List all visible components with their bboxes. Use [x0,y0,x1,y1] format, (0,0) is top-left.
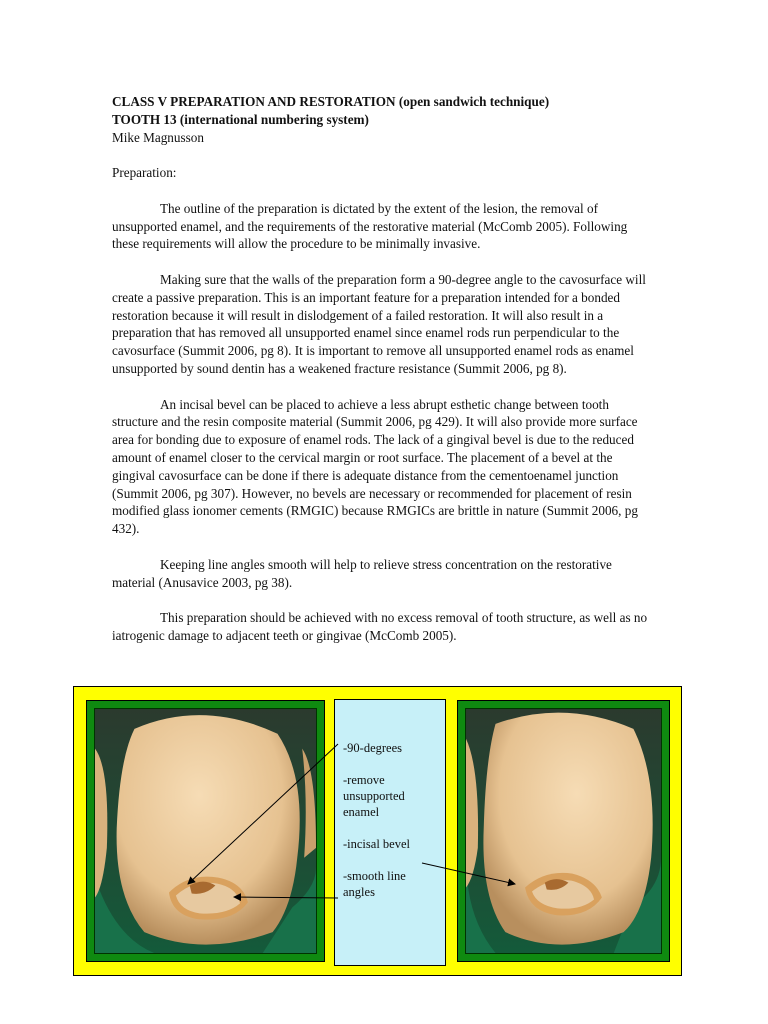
paragraph-5: This preparation should be achieved with no excess removal of tooth structure, as well as no iatrogenic damage to adjacent teeth or gingivae (McComb 2005). [112,610,648,643]
paragraph-1: The outline of the preparation is dictated by the extent of the lesion, the removal of unsupported enamel, and the requirements of the restorative material (McComb 2005). Following these requirements will allow the procedure to be minimally invasive. [112,200,628,252]
label-90-degrees: -90-degrees [343,741,402,755]
document-title-line-1: CLASS V PREPARATION AND RESTORATION (open sandwich technique) [112,94,550,109]
label-incisal-bevel: -incisal bevel [343,837,410,851]
paragraph-4: Keeping line angles smooth will help to relieve stress concentration on the restorative material (Anusavice 2003, pg 38). [112,556,612,590]
paragraph-3: An incisal bevel can be placed to achieve a less abrupt esthetic change between tooth structure and the resin composite material (Summit 2006, pg 429). It will also provide more surface area for bonding due to exposure of enamel rods. The lack of a gingival bevel is due to the reduced amount of enamel closer to the cervical margin or root surface. The placement of a bevel at the gingival cavosurface can be done if there is adequate distance from the cementoenamel junction (Summit 2006, pg 307). However, no bevels are necessary or recommended for placement of resin modified glass ionomer cements (RMGIC) because RMGICs are brittle in nature (Summit 2006, pg 432). [112,396,638,537]
tooth-illustration-left [95,709,316,953]
document-title-line-2: TOOTH 13 (international numbering system) [112,111,369,127]
label-smooth-line-angles: -smooth line angles [343,869,406,899]
section-heading: Preparation: [112,165,177,181]
tooth-illustration-right [466,709,661,953]
tooth-photo-right-image [465,708,662,954]
tooth-photo-left [86,700,325,962]
tooth-photo-left-image [94,708,317,954]
label-remove-unsupported-enamel: -remove unsupported enamel [343,773,405,819]
document-author: Mike Magnusson [112,129,204,145]
tooth-photo-right [457,700,670,962]
document-body [112,93,657,645]
figure-frame [73,686,682,976]
annotation-label-box [334,699,446,966]
paragraph-2: Making sure that the walls of the preparation form a 90-degree angle to the cavosurface will create a passive preparation. This is an important feature for a preparation intended for a bonded restoration because it will result in dislodgement of a failed restoration. It will also result in a preparation that has removed all unsupported enamel since enamel rods run perpendicular to the cavosurface (Summit 2006, pg 8). It is important to remove all unsupported enamel rods as enamel unsupported by sound dentin has a weakened fracture resistance (Summit 2006, pg 8). [112,271,646,376]
